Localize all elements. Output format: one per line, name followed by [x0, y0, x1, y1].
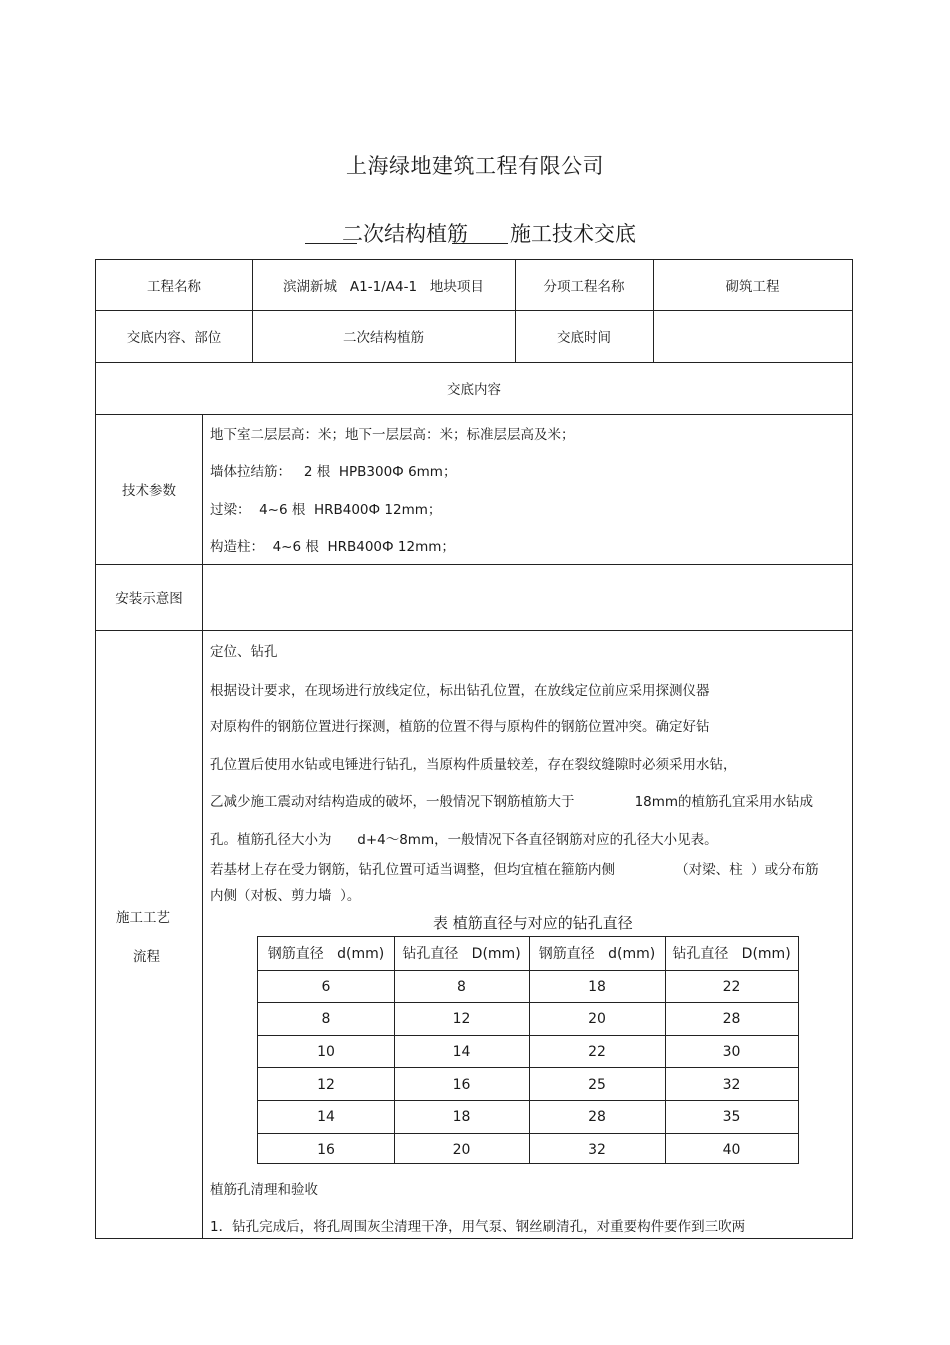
step2-line: 1．钻孔完成后，将孔周围灰尘清理干净，用气泵、钢丝刷清孔，对重要构件要作到三吹两	[210, 1219, 746, 1235]
step1-title: 定位、钻孔	[210, 644, 278, 660]
process-paragraph-line: 孔。植筋孔径大小为 d+4～8mm，一般情况下各直径钢筋对应的孔径大小见表。	[210, 832, 718, 848]
table-header-row	[258, 937, 798, 970]
table-cell: 20	[452, 1141, 471, 1158]
table-row	[258, 1002, 798, 1036]
project-name-value: 滨湖新城 A1-1/A4-1 地块项目	[283, 279, 484, 295]
table-col-divider	[665, 937, 666, 1163]
table-cell: 14	[452, 1044, 471, 1061]
table-row	[258, 1067, 798, 1101]
tech-params-label: 技术参数	[122, 483, 176, 499]
drill-diameter-table	[257, 936, 799, 1164]
table-header-cell: 钻孔直径 D(mm)	[402, 946, 521, 963]
table-cell: 16	[317, 1141, 335, 1158]
disclosure-time-value	[653, 310, 852, 362]
table-col-divider	[394, 937, 395, 1163]
process-paragraph-line: 对原构件的钢筋位置进行探测，植筋的位置不得与原构件的钢筋位置冲突。确定好钻	[210, 719, 710, 735]
table-cell: 20	[588, 1011, 606, 1028]
title-underline-right	[452, 243, 508, 244]
process-label-line2: 流程	[133, 949, 160, 965]
table-cell: 18	[452, 1109, 471, 1126]
table-cell: 8	[457, 978, 466, 995]
table-cell: 40	[722, 1141, 741, 1158]
table-cell: 12	[317, 1076, 335, 1093]
tech-line: 过梁： 4~6 根 HRB400Ф 12mm；	[210, 502, 442, 518]
step2-title: 植筋孔清理和验收	[210, 1182, 318, 1198]
col-divider	[202, 414, 203, 1238]
title-suffix: 施工技术交底	[510, 222, 636, 246]
sub-project-label: 分项工程名称	[543, 279, 625, 295]
process-paragraph-line: 乙减少施工震动对结构造成的破坏，一般情况下钢筋植筋大于 18mm的植筋孔宜采用水钻成	[210, 794, 814, 810]
table-cell: 6	[321, 978, 331, 995]
project-name-label: 工程名称	[147, 279, 201, 295]
process-paragraph-line: 根据设计要求，在现场进行放线定位，标出钻孔位置，在放线定位前应采用探测仪器	[210, 683, 710, 699]
process-paragraph-line: 若基材上存在受力钢筋，钻孔位置可适当调整，但均宜植在箍筋内侧 （对梁、柱 ）或分布筋	[210, 862, 819, 878]
sub-project-value: 砌筑工程	[725, 279, 780, 295]
table-cell: 18	[588, 978, 606, 995]
table-cell: 12	[452, 1011, 471, 1028]
table-row	[258, 970, 798, 1004]
table-header-cell: 钢筋直径 d(mm)	[538, 946, 656, 963]
table-cell: 22	[722, 978, 741, 995]
row-divider	[96, 564, 852, 565]
table-caption: 表 植筋直径与对应的钻孔直径	[433, 914, 633, 932]
row-divider	[96, 630, 852, 631]
table-cell: 32	[722, 1076, 741, 1093]
tech-line: 地下室二层层高：米；地下一层层高：米；标准层层高及米；	[210, 427, 575, 443]
table-row	[258, 1133, 798, 1167]
table-cell: 14	[317, 1109, 335, 1126]
tech-line: 构造柱： 4~6 根 HRB400Ф 12mm；	[210, 539, 455, 555]
process-label-line1: 施工工艺	[116, 910, 170, 926]
table-cell: 10	[317, 1044, 335, 1061]
title-topic: 二次结构植筋	[342, 222, 468, 246]
table-header-cell: 钻孔直径 D(mm)	[672, 946, 791, 963]
table-cell: 28	[588, 1109, 606, 1126]
tech-line: 墙体拉结筋： 2 根 HPB300Ф 6mm；	[210, 464, 457, 480]
row-divider	[96, 414, 852, 415]
disclosure-time-label: 交底时间	[557, 330, 611, 346]
table-cell: 35	[722, 1109, 741, 1126]
section-header: 交底内容	[447, 382, 501, 398]
table-cell: 22	[588, 1044, 606, 1061]
process-paragraph-line: 内侧（对板、剪力墙 ）。	[210, 888, 361, 904]
diagram-label: 安装示意图	[115, 591, 183, 607]
content-location-label: 交底内容、部位	[126, 330, 222, 346]
table-col-divider	[529, 937, 530, 1163]
table-row	[258, 1100, 798, 1134]
table-cell: 16	[452, 1076, 471, 1093]
table-row	[258, 1035, 798, 1069]
table-cell: 30	[722, 1044, 741, 1061]
company-name: 上海绿地建筑工程有限公司	[346, 154, 604, 178]
table-cell: 32	[588, 1141, 606, 1158]
table-cell: 28	[722, 1011, 741, 1028]
process-paragraph-line: 孔位置后使用水钻或电锤进行钻孔，当原构件质量较差，存在裂纹缝隙时必须采用水钻，	[210, 757, 737, 773]
content-location-value: 二次结构植筋	[343, 330, 424, 346]
table-cell: 25	[588, 1076, 606, 1093]
table-header-cell: 钢筋直径 d(mm)	[267, 946, 385, 963]
table-cell: 8	[321, 1011, 331, 1028]
